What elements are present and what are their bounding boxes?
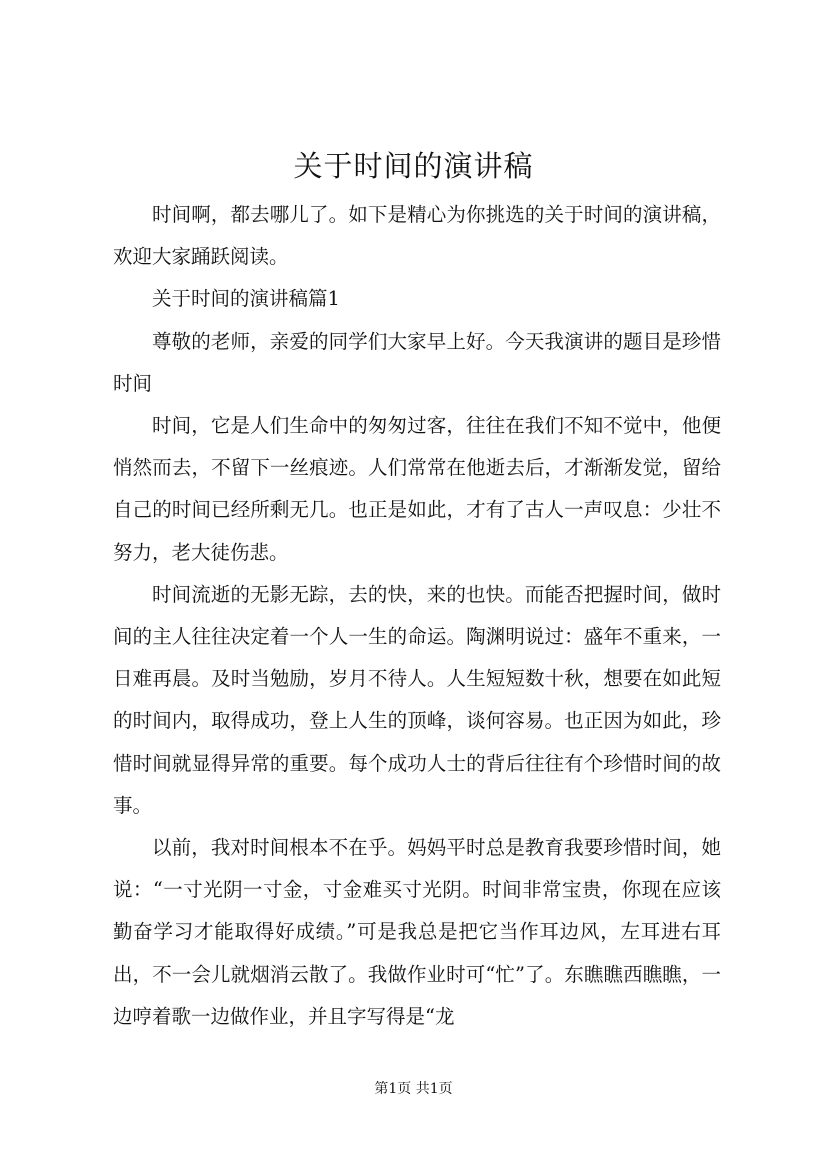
document-title: 关于时间的演讲稿	[293, 149, 534, 183]
paragraph-section-heading: 关于时间的演讲稿篇1	[152, 287, 340, 311]
page-footer: 第1页 共1页	[374, 1081, 453, 1097]
paragraph-personal-story: 以前，我对时间根本不在乎。妈妈平时总是教育我要珍惜时间，她说：“一寸光阴一寸金，寸金难买寸光阴。时间非常宝贵，你现在应该勤奋学习才能取得好成绩。”可是我总是把它当作耳边风，左耳进右耳出，不一会儿就烟消云散了。我做作业时可“忙”了。东瞧瞧西瞧瞧，一边哼着歌一边做作业，并且字写得是“龙	[113, 836, 721, 1028]
paragraph-intro: 时间啊，都去哪儿了。如下是精心为你挑选的关于时间的演讲稿，欢迎大家踊跃阅读。	[113, 203, 721, 269]
document-body	[113, 194, 721, 1038]
paragraph-time-passing: 时间，它是人们生命中的匆匆过客，往往在我们不知不觉中，他便悄然而去，不留下一丝痕迹。人们常常在他逝去后，才渐渐发觉，留给自己的时间已经所剩无几。也正是如此，才有了古人一声叹息：少壮不努力，老大徒伤悲。	[113, 414, 721, 564]
paragraph-greeting: 尊敬的老师，亲爱的同学们大家早上好。今天我演讲的题目是珍惜时间	[113, 329, 721, 395]
paragraph-grasp-time: 时间流逝的无影无踪，去的快，来的也快。而能否把握时间，做时间的主人往往决定着一个人一生的命运。陶渊明说过：盛年不重来，一日难再晨。及时当勉励，岁月不待人。人生短短数十秋，想要在如此短的时间内，取得成功，登上人生的顶峰，谈何容易。也正因为如此，珍惜时间就显得异常的重要。每个成功人士的背后往往有个珍惜时间的故事。	[113, 582, 721, 817]
